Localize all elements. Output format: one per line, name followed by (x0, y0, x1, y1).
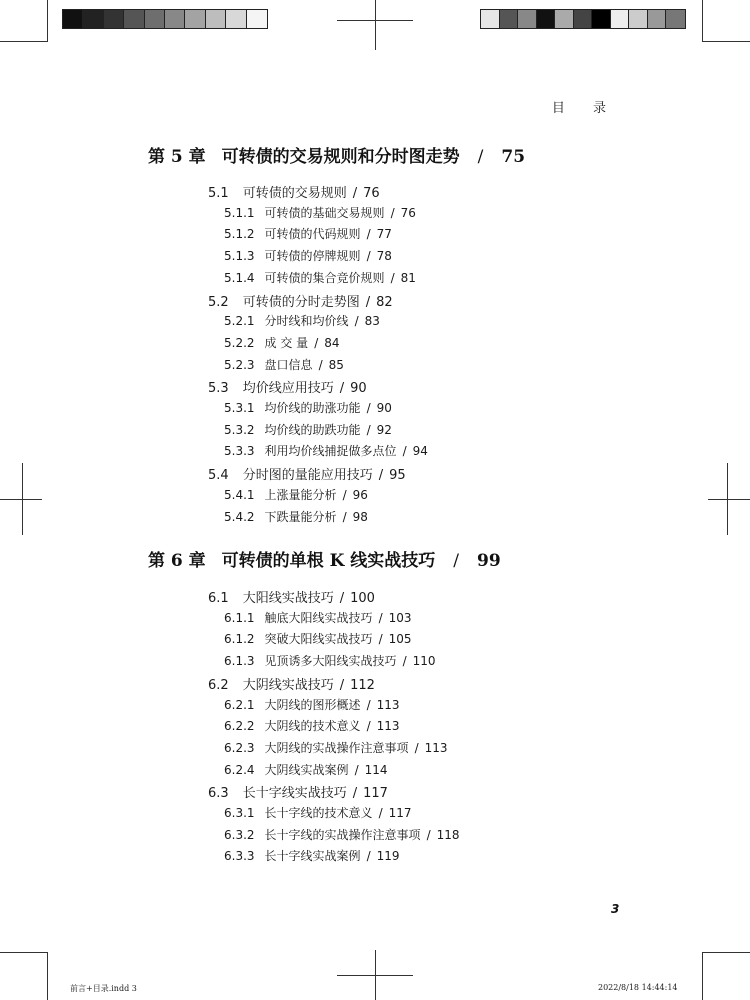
entry-number: 6.1.1 (224, 610, 255, 625)
entry-title: 盘口信息 (264, 357, 313, 372)
entry-title: 大阴线的实战操作注意事项 (264, 740, 409, 755)
entry-separator: / (366, 249, 371, 264)
chapter-page: 75 (501, 147, 526, 167)
entry-page: 81 (400, 270, 416, 285)
calibration-swatch (592, 10, 611, 28)
entry-number: 5.1.1 (224, 205, 255, 220)
entry-page: 114 (364, 762, 388, 777)
calibration-swatch (537, 10, 556, 28)
chapter-title: 可转债的交易规则和分时图走势 (221, 147, 460, 167)
running-header: 目 录 (551, 101, 618, 116)
entry-separator: / (378, 632, 383, 647)
toc-section (208, 587, 375, 606)
calibration-bar-left (62, 9, 268, 29)
entry-title: 可转债的交易规则 (242, 186, 347, 201)
entry-separator: / (314, 335, 319, 350)
entry-number: 6.3.2 (224, 827, 255, 842)
calibration-swatch (555, 10, 574, 28)
toc-subsection (224, 804, 412, 821)
entry-title: 均价线的助跌功能 (264, 422, 361, 437)
entry-separator: / (390, 205, 395, 220)
entry-page: 98 (352, 509, 368, 524)
toc-section (208, 291, 393, 310)
entry-number: 6.1.3 (224, 654, 255, 669)
toc-section (208, 674, 375, 693)
entry-separator: / (426, 827, 431, 842)
entry-number: 5.2 (208, 294, 229, 310)
entry-title: 分时图的量能应用技巧 (242, 468, 373, 484)
entry-title: 见顶诱多大阳线实战技巧 (264, 654, 397, 669)
entry-number: 5.1.4 (224, 270, 255, 285)
toc-subsection (224, 269, 416, 286)
entry-page: 113 (424, 740, 448, 755)
crop-mark (0, 952, 48, 953)
registration-mark-right (708, 499, 750, 500)
chapter-label: 第 5 章 (148, 147, 206, 167)
entry-page: 76 (400, 205, 416, 220)
file-slug: 前言+目录.indd 3 (70, 984, 137, 993)
entry-number: 5.2.2 (224, 335, 255, 350)
entry-page: 100 (350, 591, 375, 606)
entry-page: 90 (350, 381, 367, 397)
entry-number: 5.4.2 (224, 509, 255, 524)
registration-mark-left (22, 463, 23, 535)
entry-separator: / (352, 186, 358, 201)
entry-separator: / (318, 357, 323, 372)
toc-subsection (224, 847, 400, 864)
entry-separator: / (414, 740, 419, 755)
entry-number: 6.3.3 (224, 849, 255, 864)
entry-separator: / (354, 314, 359, 329)
entry-page: 110 (412, 654, 436, 669)
entry-title: 利用均价线捕捉做多点位 (264, 444, 397, 459)
toc-subsection (224, 312, 380, 329)
entry-number: 6.3.1 (224, 806, 255, 820)
entry-number: 5.1.3 (224, 249, 255, 264)
entry-title: 大阴线实战技巧 (242, 677, 334, 693)
entry-number: 6.2 (208, 677, 229, 693)
crop-mark (47, 0, 48, 42)
entry-number: 5.3.3 (224, 444, 255, 459)
entry-title: 长十字线的技术意义 (264, 806, 373, 820)
entry-separator: / (378, 610, 383, 625)
calibration-swatch (666, 10, 685, 28)
entry-title: 可转债的分时走势图 (242, 294, 360, 310)
page-number: 3 (611, 902, 620, 916)
entry-separator: / (366, 422, 371, 437)
calibration-bar-right (480, 9, 686, 29)
crop-mark (47, 952, 48, 1000)
entry-separator: / (366, 719, 371, 734)
calibration-swatch (63, 10, 83, 28)
entry-title: 均价线应用技巧 (242, 381, 334, 397)
toc-subsection (224, 739, 448, 756)
calibration-swatch (104, 10, 124, 28)
entry-title: 大阴线实战案例 (264, 762, 349, 777)
toc-section (208, 182, 380, 201)
entry-separator: / (352, 786, 358, 802)
calibration-swatch (611, 10, 630, 28)
entry-title: 均价线的助涨功能 (264, 401, 361, 415)
calibration-swatch (481, 10, 500, 28)
registration-mark-top (375, 0, 376, 50)
entry-page: 118 (436, 827, 460, 842)
entry-title: 长十字线的实战操作注意事项 (264, 827, 421, 842)
entry-number: 5.3.2 (224, 422, 255, 437)
entry-number: 6.2.3 (224, 740, 255, 755)
calibration-swatch (124, 10, 144, 28)
entry-title: 可转债的集合竞价规则 (264, 270, 385, 285)
entry-page: 103 (388, 610, 412, 625)
calibration-swatch (629, 10, 648, 28)
entry-page: 85 (328, 357, 344, 372)
entry-separator: / (366, 849, 371, 864)
toc-subsection (224, 334, 340, 351)
entry-title: 可转债的停牌规则 (264, 249, 361, 264)
calibration-swatch (165, 10, 185, 28)
entry-page: 77 (376, 227, 392, 242)
calibration-swatch (226, 10, 246, 28)
entry-page: 82 (376, 294, 393, 310)
entry-number: 5.1.2 (224, 227, 255, 242)
entry-number: 6.2.1 (224, 697, 255, 712)
toc-section (208, 377, 367, 396)
toc-subsection (224, 486, 368, 503)
toc-subsection (224, 247, 392, 264)
entry-number: 5.2.1 (224, 314, 255, 329)
entry-page: 117 (388, 806, 412, 820)
entry-page: 94 (412, 444, 428, 459)
chapter-label: 第 6 章 (148, 551, 206, 571)
entry-number: 5.2.3 (224, 357, 255, 372)
entry-title: 大阴线的技术意义 (264, 719, 361, 734)
entry-separator: / (378, 806, 383, 820)
toc-subsection (224, 630, 412, 647)
registration-mark-top (337, 20, 413, 21)
toc-subsection (224, 442, 428, 459)
entry-separator: / (365, 294, 371, 310)
entry-separator: / (339, 677, 345, 693)
entry-page: 90 (376, 401, 392, 415)
crop-mark (0, 41, 48, 42)
toc-subsection (224, 652, 436, 669)
entry-number: 6.2.2 (224, 719, 255, 734)
entry-separator: / (354, 762, 359, 777)
entry-number: 5.3.1 (224, 401, 255, 415)
entry-number: 6.3 (208, 786, 229, 802)
entry-title: 分时线和均价线 (264, 314, 349, 329)
entry-separator: / (366, 401, 371, 415)
toc-subsection (224, 761, 388, 778)
toc-section (208, 464, 406, 483)
entry-page: 76 (363, 186, 380, 201)
entry-number: 5.1 (208, 186, 229, 201)
entry-page: 83 (364, 314, 380, 329)
toc-subsection (224, 204, 416, 221)
entry-number: 5.3 (208, 381, 229, 397)
entry-title: 大阴线的图形概述 (264, 697, 361, 712)
calibration-swatch (574, 10, 593, 28)
calibration-swatch (206, 10, 226, 28)
crop-mark (702, 952, 703, 1000)
entry-number: 5.4.1 (224, 487, 255, 502)
registration-mark-left (0, 499, 42, 500)
entry-separator: / (366, 697, 371, 712)
entry-page: 84 (324, 335, 340, 350)
toc-subsection (224, 421, 392, 438)
calibration-swatch (500, 10, 519, 28)
toc-subsection (224, 696, 400, 713)
registration-mark-bottom (337, 975, 413, 976)
entry-page: 112 (350, 677, 375, 693)
entry-title: 长十字线实战技巧 (242, 786, 347, 802)
entry-number: 6.2.4 (224, 762, 255, 777)
entry-separator: / (339, 381, 345, 397)
entry-page: 92 (376, 422, 392, 437)
entry-title: 可转债的基础交易规则 (264, 205, 385, 220)
entry-title: 成 交 量 (264, 335, 309, 350)
toc-subsection (224, 399, 392, 416)
entry-title: 触底大阳线实战技巧 (264, 610, 373, 625)
calibration-swatch (83, 10, 103, 28)
chapter-page: 99 (477, 551, 501, 571)
crop-mark (702, 952, 750, 953)
entry-separator: / (342, 487, 347, 502)
entry-page: 96 (352, 487, 368, 502)
entry-page: 78 (376, 249, 392, 264)
entry-page: 113 (376, 697, 400, 712)
toc-subsection (224, 717, 400, 734)
chapter-title: 可转债的单根 K 线实战技巧 (221, 551, 436, 571)
chapter-heading (148, 546, 501, 571)
entry-separator: / (339, 591, 345, 606)
entry-title: 长十字线实战案例 (264, 849, 361, 864)
calibration-swatch (247, 10, 267, 28)
entry-number: 6.1.2 (224, 632, 255, 647)
calibration-swatch (145, 10, 165, 28)
entry-separator: / (402, 444, 407, 459)
entry-title: 大阳线实战技巧 (242, 591, 334, 606)
entry-page: 105 (388, 632, 412, 647)
calibration-swatch (518, 10, 537, 28)
entry-separator: / (378, 468, 384, 484)
entry-title: 上涨量能分析 (264, 487, 337, 502)
toc-subsection (224, 826, 460, 843)
entry-separator: / (402, 654, 407, 669)
toc-subsection (224, 225, 392, 242)
entry-page: 119 (376, 849, 400, 864)
chapter-separator: / (477, 147, 484, 167)
entry-page: 95 (389, 468, 406, 484)
toc-subsection (224, 356, 344, 373)
entry-title: 突破大阳线实战技巧 (264, 632, 373, 647)
toc-section (208, 782, 388, 801)
date-slug: 2022/8/18 14:44:14 (598, 983, 678, 992)
entry-number: 5.4 (208, 468, 229, 484)
calibration-swatch (185, 10, 205, 28)
entry-separator: / (366, 227, 371, 242)
calibration-swatch (648, 10, 667, 28)
toc-subsection (224, 609, 412, 626)
chapter-separator: / (453, 551, 460, 571)
entry-separator: / (342, 509, 347, 524)
toc-subsection (224, 508, 368, 525)
entry-separator: / (390, 270, 395, 285)
entry-page: 113 (376, 719, 400, 734)
entry-title: 可转债的代码规则 (264, 227, 361, 242)
entry-page: 117 (363, 786, 388, 802)
chapter-heading (148, 142, 525, 167)
crop-mark (702, 0, 703, 42)
entry-number: 6.1 (208, 591, 229, 606)
entry-title: 下跌量能分析 (264, 509, 337, 524)
crop-mark (702, 41, 750, 42)
registration-mark-right (727, 463, 728, 535)
